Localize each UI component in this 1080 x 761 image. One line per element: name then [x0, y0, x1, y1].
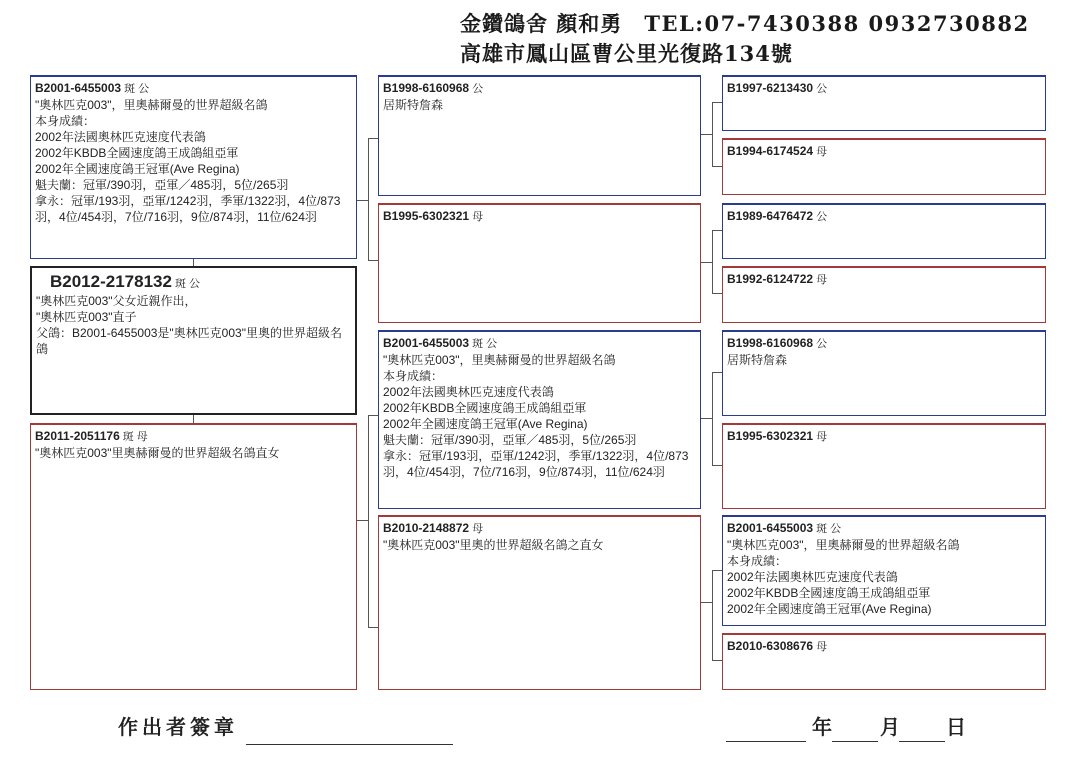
great-grandparent-8-box: [722, 633, 1046, 690]
connector: [712, 102, 713, 166]
info-line: 本身成績：: [383, 369, 444, 383]
info-line: "奧林匹克003"，里奧赫爾曼的世界超級名鴿: [727, 538, 960, 552]
sex-label: 斑 公: [124, 83, 150, 95]
sire-box: [30, 75, 357, 259]
ring-number: B1995-6302321: [383, 209, 470, 223]
ring-number: B2011-2051176: [35, 429, 120, 443]
connector: [712, 372, 722, 373]
sex-label: 斑 公: [816, 523, 842, 535]
great-grandparent-1-box: [722, 75, 1046, 131]
loft-name: 金鑽鴿舍 顏和勇: [460, 11, 623, 36]
connector: [701, 418, 712, 419]
sex-label: 母: [816, 274, 828, 286]
subject-box: [30, 266, 357, 415]
subject-ring-number: B2012-2178132: [50, 272, 172, 291]
connector: [712, 465, 722, 466]
connector: [368, 627, 378, 628]
ring-number: B1989-6476472: [727, 209, 814, 223]
ring-number: B1998-6160968: [727, 336, 814, 350]
connector: [712, 372, 713, 465]
sex-label: 母: [472, 211, 484, 223]
info-line: 2002年法國奧林匹克速度代表鴿: [35, 130, 206, 144]
sex-label: 公: [816, 83, 828, 95]
ring-number: B1997-6213430: [727, 81, 814, 95]
header-line1: [460, 8, 1030, 38]
great-grandparent-6-box: [722, 423, 1046, 509]
sex-label: 公: [816, 338, 828, 350]
ring-number: B1994-6174524: [727, 144, 814, 158]
info-line: 父鴿：B2001-6455003是"奧林匹克003"里奧的世界超級名鴿: [36, 326, 342, 356]
info-line: 2002年法國奧林匹克速度代表鴿: [383, 385, 554, 399]
signature-label: 作出者簽章: [118, 715, 238, 739]
day-label: 日: [946, 715, 966, 739]
great-grandparent-5-box: [722, 330, 1046, 416]
sex-label: 母: [816, 641, 828, 653]
great-grandparent-7-box: [722, 515, 1046, 626]
connector: [712, 570, 722, 571]
info-line: "奧林匹克003"里奧的世界超級名鴿之直女: [383, 538, 604, 552]
info-line: 2002年KBDB全國速度鴿王成鴿組亞軍: [383, 401, 587, 415]
sex-label: 母: [816, 431, 828, 443]
info-line: "奧林匹克003"，里奧赫爾曼的世界超級名鴿: [35, 98, 268, 112]
connector: [701, 602, 712, 603]
info-line: 拿永：冠軍/193羽，亞軍/1242羽，季軍/1322羽，4位/873羽，4位/454羽，7位/716羽，9位/874羽，11位/624羽: [35, 194, 341, 224]
ring-number: B2001-6455003: [35, 81, 122, 95]
ring-number: B1992-6124722: [727, 272, 814, 286]
info-line: 魁夫蘭：冠軍/390羽，亞軍／485羽，5位/265羽: [35, 178, 289, 192]
info-lines: [35, 445, 352, 461]
sex-label: 公: [816, 211, 828, 223]
info-lines: [727, 352, 1041, 368]
ring-number: B1995-6302321: [727, 429, 814, 443]
dam-box: [30, 423, 357, 690]
info-line: "奧林匹克003"，里奧赫爾曼的世界超級名鴿: [383, 353, 616, 367]
info-line: 拿永：冠軍/193羽，亞軍/1242羽，季軍/1322羽，4位/873羽，4位/454羽，7位/716羽，9位/874羽，11位/624羽: [383, 449, 689, 479]
sex-label: 母: [472, 523, 484, 535]
info-line: 2002年全國速度鴿王冠軍(Ave Regina): [383, 417, 588, 431]
ring-number: B2001-6455003: [383, 336, 470, 350]
info-line: 本身成績：: [727, 554, 788, 568]
connector: [368, 138, 369, 260]
info-line: 2002年全國速度鴿王冠軍(Ave Regina): [727, 602, 932, 616]
info-lines: [36, 293, 351, 357]
info-lines: [727, 537, 1041, 617]
connector: [357, 520, 368, 521]
ring-number: B2010-6308676: [727, 639, 814, 653]
connector: [712, 660, 722, 661]
connector: [368, 138, 378, 139]
info-lines: [35, 97, 352, 225]
info-line: "奧林匹克003"父女近親作出，: [36, 294, 197, 308]
connector: [712, 166, 722, 167]
loft-address: 高雄市鳳山區曹公里光復路134號: [460, 41, 793, 66]
grandsire-sire-side-box: [378, 75, 701, 196]
connector: [368, 415, 378, 416]
connector: [368, 260, 378, 261]
info-line: "奧林匹克003"里奧赫爾曼的世界超級名鴿直女: [35, 446, 280, 460]
great-grandparent-3-box: [722, 203, 1046, 259]
info-line: "奧林匹克003"直子: [36, 310, 137, 324]
connector: [368, 415, 369, 627]
day-blank[interactable]: [899, 741, 945, 742]
ring-number: B2010-2148872: [383, 521, 470, 535]
info-lines: [383, 352, 696, 480]
info-line: 2002年KBDB全國速度鴿王成鴿組亞軍: [35, 146, 239, 160]
ring-number: B1998-6160968: [383, 81, 470, 95]
info-line: 2002年法國奧林匹克速度代表鴿: [727, 570, 898, 584]
year-blank[interactable]: [726, 741, 806, 742]
connector: [357, 200, 368, 201]
sex-label: 斑 公: [174, 278, 201, 290]
grandsire-dam-side-box: [378, 330, 701, 509]
sex-label: 斑 公: [472, 338, 498, 350]
sex-label: 公: [472, 83, 484, 95]
month-label: 月: [880, 715, 900, 739]
info-lines: [383, 97, 696, 113]
great-grandparent-4-box: [722, 266, 1046, 323]
connector: [712, 293, 722, 294]
connector: [712, 230, 722, 231]
info-line: 2002年全國速度鴿王冠軍(Ave Regina): [35, 162, 240, 176]
connector: [701, 262, 712, 263]
info-line: 2002年KBDB全國速度鴿王成鴿組亞軍: [727, 586, 931, 600]
year-label: 年: [812, 715, 832, 739]
granddam-dam-side-box: [378, 515, 701, 690]
sex-label: 母: [816, 146, 828, 158]
info-line: 居斯特詹森: [727, 353, 788, 367]
month-blank[interactable]: [832, 741, 878, 742]
connector: [712, 102, 722, 103]
sex-label: 斑 母: [122, 431, 148, 443]
ring-number: B2001-6455003: [727, 521, 814, 535]
loft-phone: TEL:07-7430388 0932730882: [644, 11, 1030, 36]
connector: [712, 230, 713, 293]
connector: [701, 134, 712, 135]
info-lines: [383, 537, 696, 553]
signature-line[interactable]: [246, 744, 453, 745]
info-line: 本身成績：: [35, 114, 96, 128]
great-grandparent-2-box: [722, 138, 1046, 195]
info-line: 居斯特詹森: [383, 98, 444, 112]
granddam-sire-side-box: [378, 203, 701, 323]
connector: [712, 570, 713, 660]
info-line: 魁夫蘭：冠軍/390羽，亞軍／485羽，5位/265羽: [383, 433, 637, 447]
